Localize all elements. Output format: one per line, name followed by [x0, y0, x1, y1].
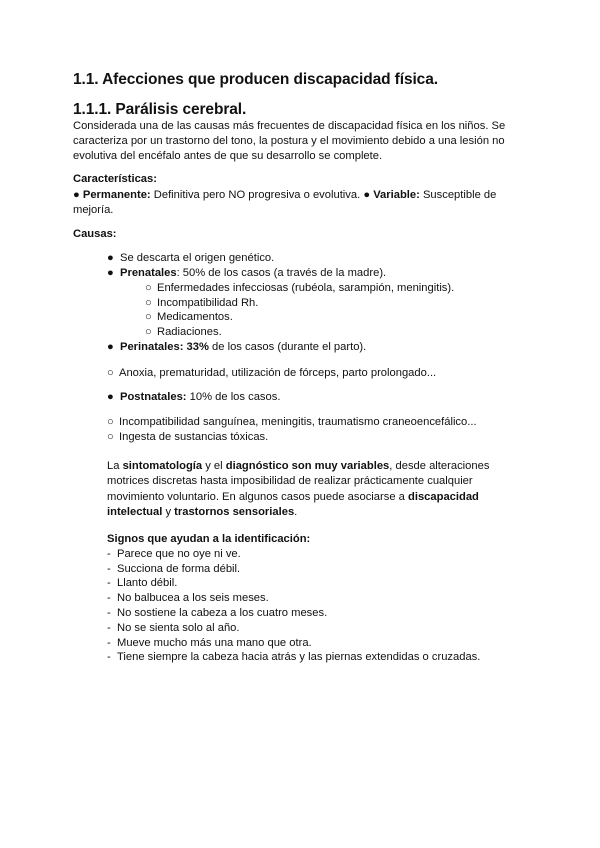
dash-bullet: - [107, 651, 111, 664]
list-item [107, 251, 274, 266]
list-item-text: Tiene siempre la cabeza hacia atrás y las piernas extendidas o cruzadas. [117, 651, 481, 664]
list-item [107, 266, 386, 281]
list-item-text: Ingesta de sustancias tóxicas. [119, 431, 269, 443]
circle-bullet-icon: ○ [107, 416, 114, 428]
bold-run: trastornos sensoriales [174, 505, 295, 518]
list-item [107, 430, 268, 445]
text-run: y el [202, 460, 226, 472]
subsection-title: 1.1.1. Parálisis cerebral. [73, 101, 247, 118]
genetico-text: Se descarta el origen genético. [120, 252, 275, 264]
perinatales-pct: 33% [183, 341, 209, 353]
bullet-icon: ● [107, 267, 114, 279]
list-item [107, 591, 480, 606]
list-item [145, 296, 258, 311]
text-run: y [162, 505, 175, 518]
list-item [145, 310, 233, 325]
postnatales-label: Postnatales: [120, 391, 187, 403]
list-item [107, 606, 480, 621]
intro-paragraph: Considerada una de las causas más frecuentes de discapacidad física en los niños. Se caracteriza por un trastorno del tono, la postura y el movimiento debido a una lesión no evolutiva del encéfalo antes de que su desarrollo se complete. [73, 120, 506, 162]
variable-text: Susceptible de [419, 189, 497, 201]
perinatales-item: Anoxia, prematuridad, utilización de fórceps, parto prolongado... [119, 367, 437, 379]
list-item [107, 621, 480, 636]
dash-bullet: - [107, 606, 111, 619]
circle-bullet-icon: ○ [107, 431, 114, 443]
sintomatologia-paragraph [107, 459, 517, 520]
signos-heading: Signos que ayudan a la identificación: [107, 533, 311, 545]
list-item [107, 415, 477, 430]
list-item [107, 636, 480, 651]
bullet-icon: ● [107, 391, 114, 403]
permanente-label: Permanente: [82, 189, 151, 201]
dash-bullet: - [107, 636, 111, 649]
text-run: La [107, 460, 123, 472]
list-item-text: No balbucea a los seis meses. [117, 592, 269, 605]
bullet-icon: ● [107, 341, 114, 353]
caracteristicas-heading: Características: [73, 173, 157, 185]
list-item [107, 562, 480, 577]
list-item-text: Incompatibilidad Rh. [157, 297, 259, 309]
circle-bullet-icon: ○ [145, 326, 152, 338]
causas-heading: Causas: [73, 228, 117, 240]
list-item-text: Incompatibilidad sanguínea, meningitis, traumatismo craneoencefálico... [119, 416, 477, 428]
list-item [107, 390, 280, 405]
signos-section [107, 532, 480, 665]
list-item-text: Llanto débil. [117, 577, 178, 590]
list-item-text: Medicamentos. [157, 311, 233, 323]
circle-bullet-icon: ○ [145, 297, 152, 309]
perinatales-text: de los casos (durante el parto). [208, 341, 367, 353]
list-item [107, 547, 480, 562]
caracteristicas-line-cont: mejoría. [73, 204, 114, 216]
list-item-text: No se sienta solo al año. [117, 621, 240, 634]
dash-bullet: - [107, 562, 111, 575]
bold-run: sintomatología [122, 460, 203, 472]
perinatales-label: Perinatales: [120, 341, 184, 353]
bold-run: discapacidad intelectual [107, 490, 479, 518]
dash-bullet: - [107, 621, 111, 634]
circle-bullet-icon: ○ [145, 311, 152, 323]
list-item [107, 340, 366, 355]
dash-bullet: - [107, 592, 111, 605]
permanente-text: Definitiva pero NO progresiva o evolutiva. [150, 189, 364, 201]
list-item-text: No sostiene la cabeza a los cuatro meses. [117, 606, 328, 619]
postnatales-text: 10% de los casos. [186, 391, 281, 403]
bullet-icon: ● [363, 189, 371, 201]
caracteristicas-line [73, 188, 496, 203]
text-run: , desde alteraciones motrices discretas hasta imposibilidad de realizar prácticamente cualquier movimiento voluntario. En algunos casos puede asociarse a [107, 460, 490, 503]
text-run: . [294, 505, 298, 518]
list-item [107, 650, 480, 665]
prenatales-text: : 50% de los casos (a través de la madre). [176, 267, 387, 279]
bold-run: diagnóstico son muy variables [225, 460, 390, 472]
prenatales-label: Prenatales [120, 267, 177, 279]
list-item [107, 576, 480, 591]
bullet-icon: ● [73, 189, 80, 201]
bullet-icon: ● [107, 252, 114, 264]
circle-bullet-icon: ○ [107, 367, 114, 379]
variable-label: Variable: [373, 189, 420, 201]
list-item-text: Radiaciones. [157, 326, 222, 338]
section-title: 1.1. Afecciones que producen discapacidad física. [73, 71, 438, 88]
dash-bullet: - [107, 577, 111, 590]
dash-bullet: - [107, 547, 111, 560]
list-item-text: Mueve mucho más una mano que otra. [117, 636, 312, 649]
list-item-text: Parece que no oye ni ve. [117, 547, 241, 560]
list-item [145, 281, 454, 296]
list-item-text: Succiona de forma débil. [117, 562, 241, 575]
list-item [145, 325, 222, 340]
list-item [107, 366, 436, 381]
circle-bullet-icon: ○ [145, 282, 152, 294]
list-item-text: Enfermedades infecciosas (rubéola, sarampión, meningitis). [157, 282, 455, 294]
